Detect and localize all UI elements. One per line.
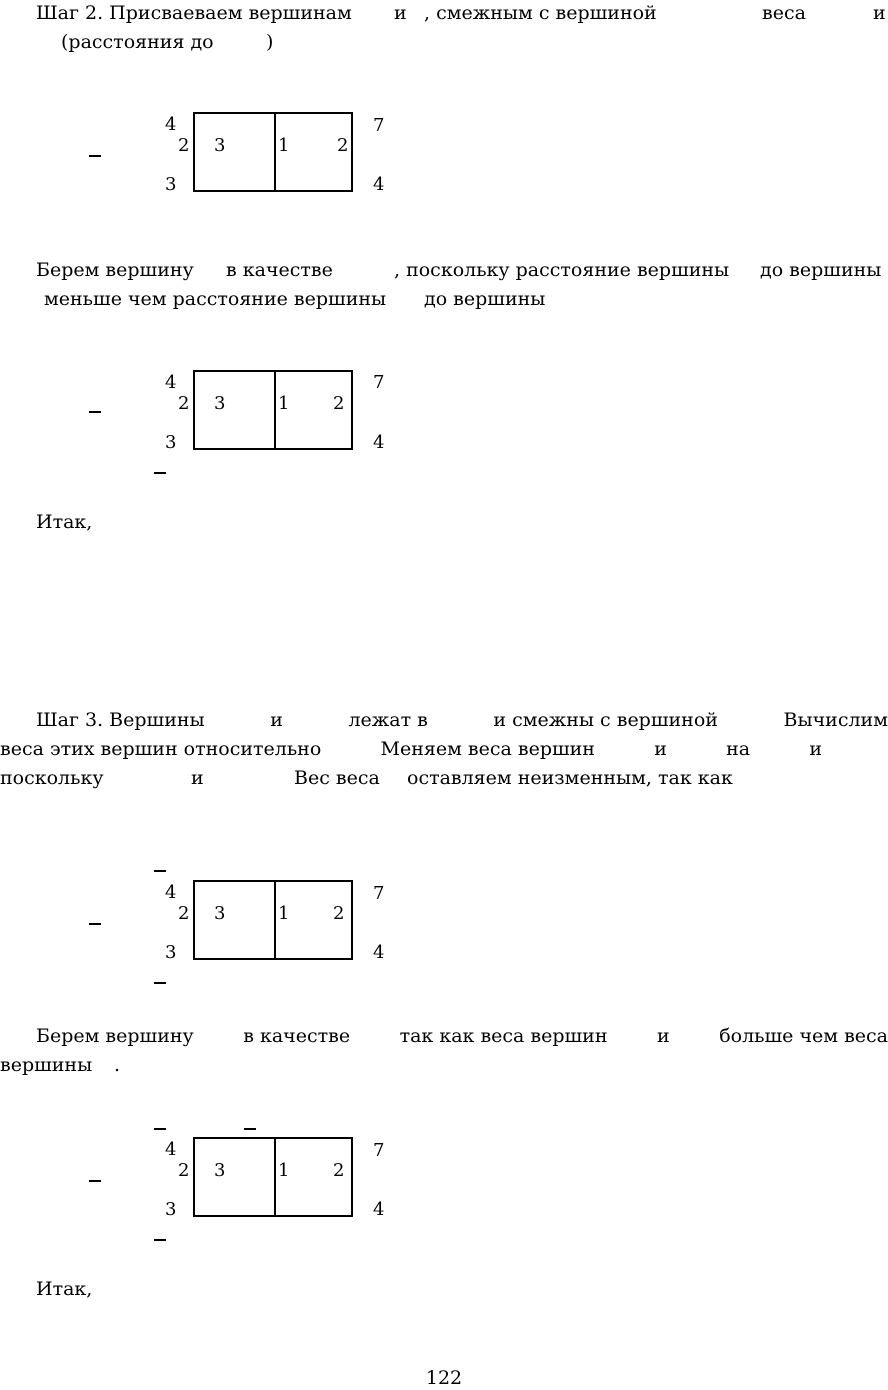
step3-text-5: Вычислим [783,709,888,731]
graph-label-cell2-left: 1 [278,1160,290,1181]
graph-label-top-right: 7 [373,372,385,393]
graph-label-bottom-left: 3 [165,1199,177,1220]
step2-text-4: веса [762,2,806,24]
take2-text-6: вершины [0,1054,93,1076]
graph-label-cell1: 3 [214,1160,226,1181]
graph-label-top-left: 4 [165,882,177,903]
step3-text-14: оставляем неизменным, так как [407,767,733,789]
step3-text-3: лежат в [348,709,428,731]
graph-diagram-2 [80,358,400,478]
graph-overbar-mark [154,982,166,984]
graph-overbar-mark [244,1128,256,1130]
graph-label-bottom-right: 4 [373,1199,385,1220]
take2-text-4: и [657,1025,670,1047]
graph-label-cell1: 3 [214,903,226,924]
take1-text-4: до вершины [760,259,882,281]
step3-text-13: Вес веса [294,767,380,789]
graph-label-cell1: 3 [214,135,226,156]
step3-text-1: Шаг 3. Вершины [36,709,205,731]
page-number: 122 [425,1367,463,1389]
graph-label-cell2-right: 2 [333,903,345,924]
step3-line-1 [0,708,888,732]
graph-label-bottom-right: 4 [373,942,385,963]
take1-text-5: меньше чем расстояние вершины [44,288,387,310]
graph-overbar-mark [154,472,166,474]
graph-label-cell2-right: 2 [333,1160,345,1181]
step3-line-2 [0,737,888,761]
graph-label-top-left: 4 [165,1139,177,1160]
graph-label-bottom-left: 3 [165,174,177,195]
take2-text-3: так как веса вершин [399,1025,608,1047]
graph-label-top-left: 4 [165,372,177,393]
graph-label-bottom-right: 4 [373,432,385,453]
graph-overbar-mark [154,1128,166,1130]
take1-text-2: в качестве [226,259,333,281]
graph-label-bottom-left: 3 [165,942,177,963]
graph-diagram-4 [80,1125,400,1245]
graph-label-bottom-left: 3 [165,432,177,453]
graph-label-cell2-right: 2 [333,393,345,414]
graph-label-left-edge: 2 [178,1160,190,1181]
take2-text-1: Берем вершину [36,1025,194,1047]
graph-middle-edge [274,372,276,448]
graph-label-top-right: 7 [373,1140,385,1161]
graph-label-top-left: 4 [165,114,177,135]
graph-middle-edge [274,882,276,958]
graph-label-cell2-left: 1 [278,393,290,414]
step2-text-5: и [873,2,886,24]
graph-rectangle [193,1137,353,1217]
graph-label-cell1: 3 [214,393,226,414]
graph-overbar-mark [89,411,101,413]
take2-text-5: больше чем веса [719,1025,888,1047]
step2-text-2: и [394,2,407,24]
graph-middle-edge [274,1139,276,1215]
step3-text-10: и [809,738,822,760]
itak-1: Итак, [36,511,93,533]
graph-label-cell2-left: 1 [278,903,290,924]
step3-text-8: и [654,738,667,760]
graph-overbar-mark [89,923,101,925]
graph-label-bottom-right: 4 [373,174,385,195]
step3-text-2: и [270,709,283,731]
step3-text-7: Меняем веса вершин [380,738,595,760]
graph-diagram-1 [80,100,400,220]
graph-label-left-edge: 2 [178,393,190,414]
graph-label-cell2-right: 2 [337,135,349,156]
graph-diagram-3 [80,868,400,988]
graph-label-top-right: 7 [373,115,385,136]
graph-middle-edge [274,114,276,190]
take1-text-1: Берем вершину [36,259,194,281]
step2-text-7: ) [266,31,274,53]
step3-text-4: и смежны с вершиной [493,709,718,731]
step3-text-9: на [726,738,751,760]
take2-text-7: . [114,1054,121,1076]
step3-text-12: и [191,767,204,789]
graph-overbar-mark [89,155,101,157]
itak-2: Итак, [36,1278,93,1300]
step2-text-6: (расстояния до [61,31,214,53]
take2-line-1 [0,1024,888,1048]
graph-overbar-mark [154,870,166,872]
graph-label-top-right: 7 [373,883,385,904]
graph-label-cell2-left: 1 [278,135,290,156]
take1-text-3: , поскольку расстояние вершины [394,259,730,281]
take1-text-6: до вершины [424,288,546,310]
step3-text-6: веса этих вершин относительно [0,738,322,760]
graph-label-left-edge: 2 [178,903,190,924]
graph-overbar-mark [154,1239,166,1241]
take2-text-2: в качестве [243,1025,351,1047]
graph-rectangle [193,370,353,450]
step3-text-11: поскольку [0,767,104,789]
step2-text-3: , смежным с вершиной [424,2,657,24]
graph-rectangle [193,112,353,192]
graph-overbar-mark [89,1180,101,1182]
step2-text-1: Шаг 2. Присваеваем вершинам [36,2,352,24]
graph-label-left-edge: 2 [178,135,190,156]
graph-rectangle [193,880,353,960]
